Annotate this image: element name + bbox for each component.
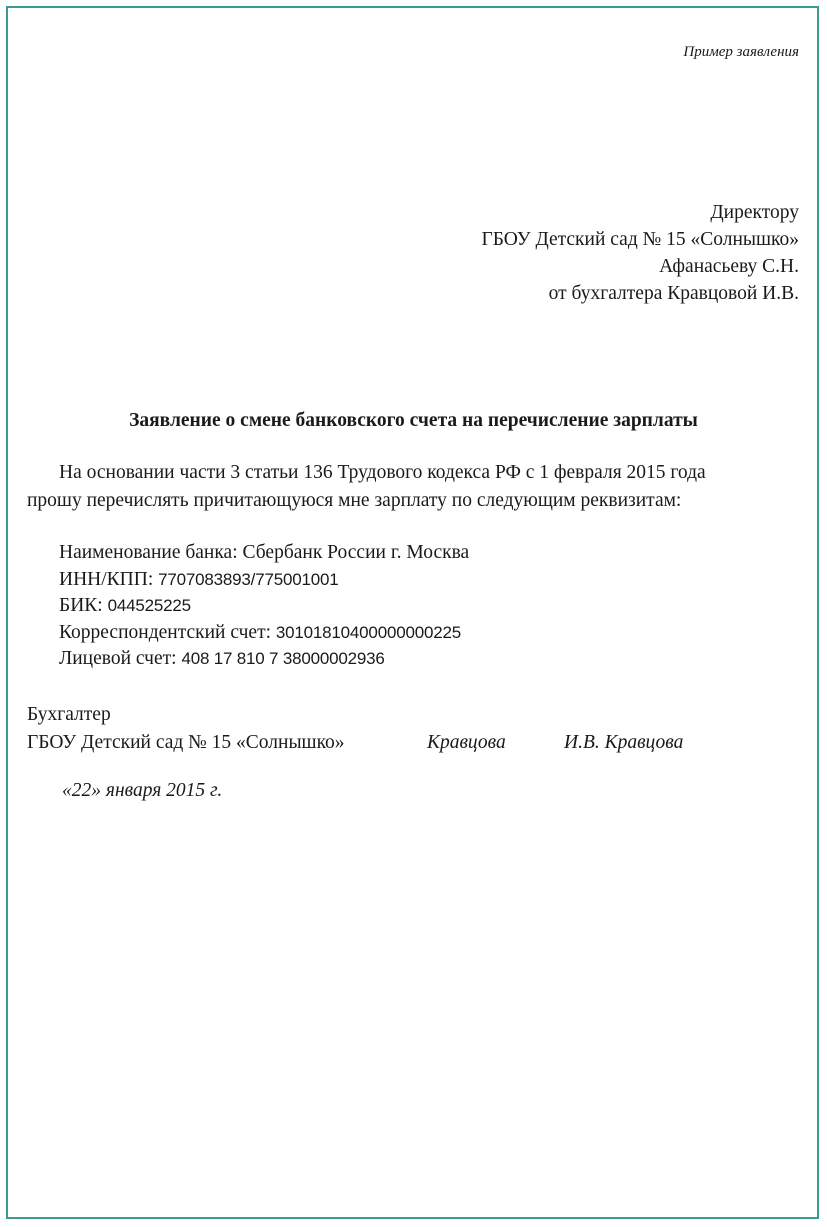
body-line-2: прошу перечислять причитающуюся мне зарплату по следующим реквизитам: xyxy=(27,490,682,511)
detail-bank-label: Наименование банка: xyxy=(59,542,238,563)
detail-bank-value: Сбербанк России г. Москва xyxy=(242,542,470,563)
bank-details xyxy=(59,540,469,673)
detail-account-value: 408 17 810 7 38000002936 xyxy=(181,649,385,669)
detail-inn-label: ИНН/КПП: xyxy=(59,568,154,590)
signature-position: Бухгалтер xyxy=(27,704,111,725)
addressee-line-organization: ГБОУ Детский сад № 15 «Солнышко» xyxy=(481,229,799,250)
detail-inn-value: 7707083893/775001001 xyxy=(158,569,339,589)
detail-bik-label: БИК: xyxy=(59,595,103,617)
detail-inn-row xyxy=(59,567,469,594)
detail-corr-label: Корреспондентский счет: xyxy=(59,621,272,643)
signature-block xyxy=(27,701,684,757)
detail-corr-row xyxy=(59,620,469,647)
detail-bik-value: 044525225 xyxy=(107,596,191,616)
detail-bank-row xyxy=(59,540,469,567)
detail-corr-value: 30101810400000000225 xyxy=(275,622,461,642)
addressee-line-position: Директору xyxy=(710,202,799,223)
signature-handwritten: Кравцова xyxy=(427,732,506,753)
detail-bik-row xyxy=(59,593,469,620)
detail-account-label: Лицевой счет: xyxy=(59,648,177,670)
sample-caption: Пример заявления xyxy=(683,44,799,60)
document-title: Заявление о смене банковского счета на перечисление зарплаты xyxy=(129,410,698,431)
body-line-1: На основании части 3 статьи 136 Трудового кодекса РФ с 1 февраля 2015 года xyxy=(59,462,706,483)
detail-account-row xyxy=(59,646,469,673)
addressee-line-director-name: Афанасьеву С.Н. xyxy=(659,256,799,277)
addressee-line-from: от бухгалтера Кравцовой И.В. xyxy=(548,283,799,304)
document-date: «22» января 2015 г. xyxy=(62,780,223,801)
body-paragraph xyxy=(27,459,802,515)
signature-organization: ГБОУ Детский сад № 15 «Солнышко» xyxy=(27,732,345,753)
signature-row xyxy=(27,729,684,757)
addressee-block xyxy=(481,199,799,307)
signature-name: И.В. Кравцова xyxy=(564,732,684,753)
